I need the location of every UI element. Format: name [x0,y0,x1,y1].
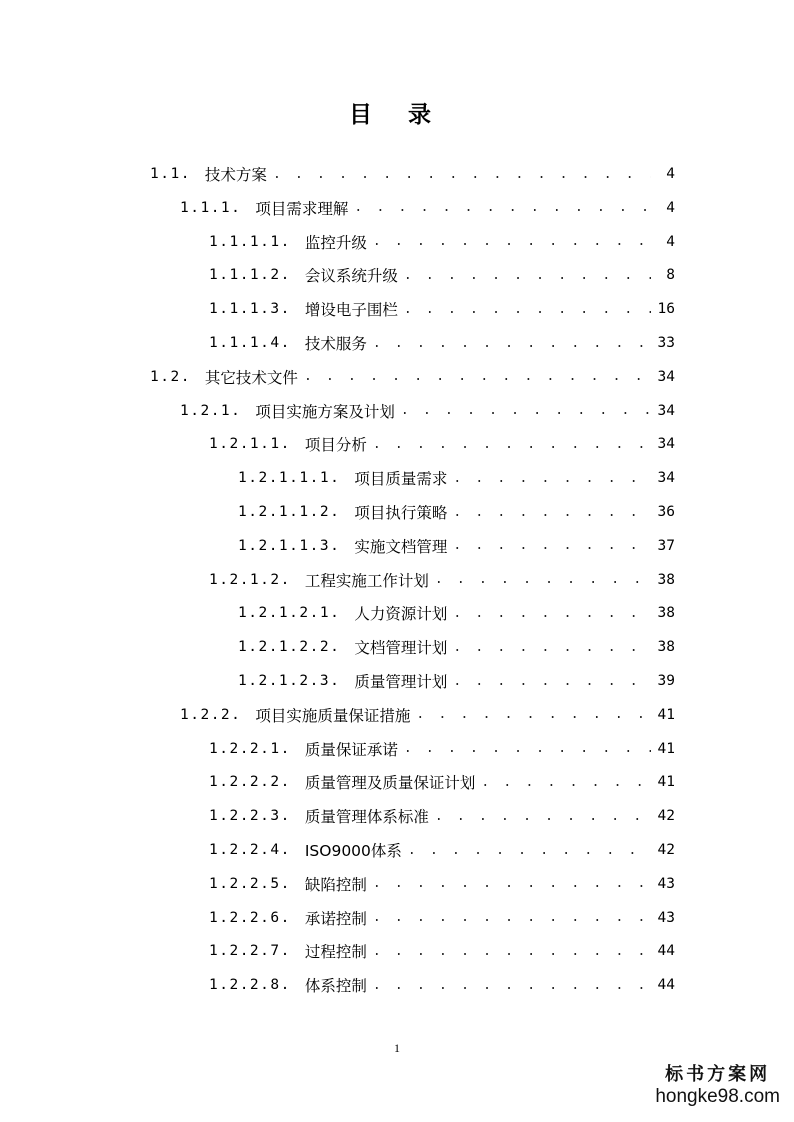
toc-entry-number: 1.1. [150,166,191,182]
toc-entry[interactable] [209,765,675,799]
toc-entry[interactable] [238,596,675,630]
toc-entry-page: 37 [657,537,675,554]
toc-entry-title: 承诺控制 [304,909,367,928]
toc-entry-number: 1.2.2. [180,706,242,723]
toc-entry-page: 42 [657,842,675,858]
toc-entry-number: 1.2.1.2.2. [238,639,341,656]
toc-entry-page: 41 [657,706,675,723]
toc-entry-page: 8 [666,267,675,284]
toc-entry-number: 1.2.1.2.3. [238,673,341,689]
toc-entry-title: 项目实施质量保证措施 [255,706,411,725]
toc-entry-page: 38 [657,639,675,656]
toc-entry-page: 4 [666,166,675,182]
toc-dot-leader [373,336,651,351]
toc-entry-title: 项目质量需求 [354,470,448,489]
toc-entry[interactable] [238,461,675,495]
toc-entry-title: 质量管理计划 [354,673,448,691]
toc-entry-title: 监控升级 [304,233,367,252]
toc-dot-leader [435,572,651,587]
toc-entry-title: 过程控制 [304,943,367,962]
toc-entry-number: 1.2.1.1.1. [238,470,341,487]
toc-entry-page: 38 [657,571,675,588]
toc-entry[interactable] [209,799,675,833]
toc-entry-page: 38 [657,605,675,622]
toc-entry-title: 项目实施方案及计划 [255,402,395,421]
toc-entry-page: 4 [666,233,675,250]
toc-dot-leader [453,640,651,655]
toc-entry-title: 技术方案 [204,166,267,184]
toc-entry[interactable] [238,529,675,563]
toc-entry[interactable] [209,258,675,292]
toc-entry[interactable] [180,191,675,225]
watermark-url: hongke98.com [655,1086,780,1107]
toc-entry-number: 1.2.2.6. [209,909,291,926]
toc-dot-leader [373,234,651,249]
toc-entry-number: 1.2. [150,368,191,385]
toc-entry-title: 缺陷控制 [304,875,367,894]
toc-entry[interactable] [150,360,675,394]
toc-entry-number: 1.1.1. [180,199,242,216]
toc-entry-page: 43 [657,909,675,926]
toc-entry-title: 项目需求理解 [255,199,349,218]
toc-entry[interactable] [209,934,675,968]
toc-entry-title: 体系控制 [304,977,367,996]
toc-entry[interactable] [150,157,675,191]
toc-entry[interactable] [180,394,675,428]
toc-entry-number: 1.2.2.7. [209,943,291,960]
toc-entry[interactable] [209,732,675,766]
toc-entry-number: 1.2.1.1.3. [238,537,341,554]
toc-entry-page: 34 [657,470,675,487]
toc-entry-title: 文档管理计划 [354,639,448,658]
toc-entry[interactable] [180,698,675,732]
toc-entry-page: 44 [657,943,675,960]
toc-entry[interactable] [209,427,675,461]
toc-dot-leader [481,775,651,790]
toc-dot-leader [304,369,651,384]
toc-entry-page: 4 [666,199,675,216]
toc-entry[interactable] [209,292,675,326]
toc-entry-page: 41 [657,740,675,757]
toc-dot-leader [435,809,651,824]
toc-entry-number: 1.1.1.4. [209,335,291,351]
toc-entry-page: 36 [657,504,675,520]
toc-dot-leader [373,978,651,993]
toc-entry-title: 增设电子围栏 [304,301,398,320]
toc-entry-number: 1.2.1.1. [209,436,291,453]
toc-entry[interactable] [238,664,675,698]
toc-entry-page: 42 [657,808,675,825]
toc-entry-page: 33 [657,335,675,351]
toc-dot-leader [453,538,651,553]
toc-dot-leader [373,437,651,452]
toc-entry-page: 34 [657,436,675,453]
toc-entry-number: 1.2.2.8. [209,977,291,994]
toc-entry-title: 技术服务 [304,335,367,353]
toc-entry-number: 1.2.1.2.1. [238,605,341,622]
toc-entry-title: 工程实施工作计划 [304,571,429,590]
toc-entry[interactable] [209,968,675,1002]
toc-entry-number: 1.2.2.3. [209,808,291,825]
toc-entry-number: 1.1.1.3. [209,301,291,318]
page-title: 目 录 [348,102,445,128]
toc-dot-leader [453,471,651,486]
toc-entry[interactable] [209,867,675,901]
toc-dot-leader [453,674,651,689]
toc-entry-title: 项目分析 [304,436,367,455]
toc-entry[interactable] [209,326,675,360]
watermark-name: 标书方案网 [665,1064,771,1085]
toc-entry-title: 其它技术文件 [204,368,298,387]
toc-entry-page: 34 [657,368,675,385]
toc-entry-number: 1.1.1.1. [209,233,291,250]
page-number: 1 [394,1041,400,1055]
toc-entry[interactable] [209,901,675,935]
toc-entry[interactable] [209,225,675,259]
toc-dot-leader [373,944,651,959]
toc-entry[interactable] [209,563,675,597]
toc-entry-page: 41 [657,774,675,791]
toc-entry[interactable] [238,495,675,529]
toc-dot-leader [453,606,651,621]
toc-entry-title: 质量保证承诺 [304,740,398,759]
toc-dot-leader [354,200,651,215]
toc-entry-title: 人力资源计划 [354,605,448,624]
toc-entry-number: 1.2.2.5. [209,875,291,892]
toc-entry-number: 1.2.2.2. [209,774,291,791]
toc-entry-page: 16 [657,301,675,318]
toc-entry-title: 质量管理体系标准 [304,808,429,827]
watermark [655,1060,780,1108]
toc-entry[interactable] [209,833,675,867]
toc-entry-title: 实施文档管理 [354,537,448,556]
toc-entry-page: 44 [657,977,675,994]
toc-entry-title: 会议系统升级 [304,267,398,286]
toc-dot-leader [404,741,651,756]
toc-dot-leader [273,167,651,182]
toc-entry-title: 项目执行策略 [354,504,448,522]
toc-entry-number: 1.1.1.2. [209,267,291,284]
toc-entry-title: ISO9000体系 [304,842,402,860]
toc-dot-leader [404,268,651,283]
toc-entry-number: 1.2.1. [180,402,242,419]
toc-entry[interactable] [238,630,675,664]
toc-entry-title: 质量管理及质量保证计划 [304,774,476,793]
toc-entry-page: 43 [657,875,675,892]
toc-entry-number: 1.2.2.4. [209,842,291,858]
toc-dot-leader [404,302,651,317]
toc-dot-leader [408,843,651,858]
toc-dot-leader [373,910,651,925]
toc-entry-number: 1.2.1.1.2. [238,504,341,520]
toc-entry-page: 34 [657,402,675,419]
toc-dot-leader [453,505,651,520]
toc-dot-leader [416,707,651,722]
toc-dot-leader [373,876,651,891]
toc-entry-number: 1.2.1.2. [209,571,291,588]
toc-entry-number: 1.2.2.1. [209,740,291,757]
toc-dot-leader [401,403,651,418]
toc-entry-page: 39 [657,673,675,689]
